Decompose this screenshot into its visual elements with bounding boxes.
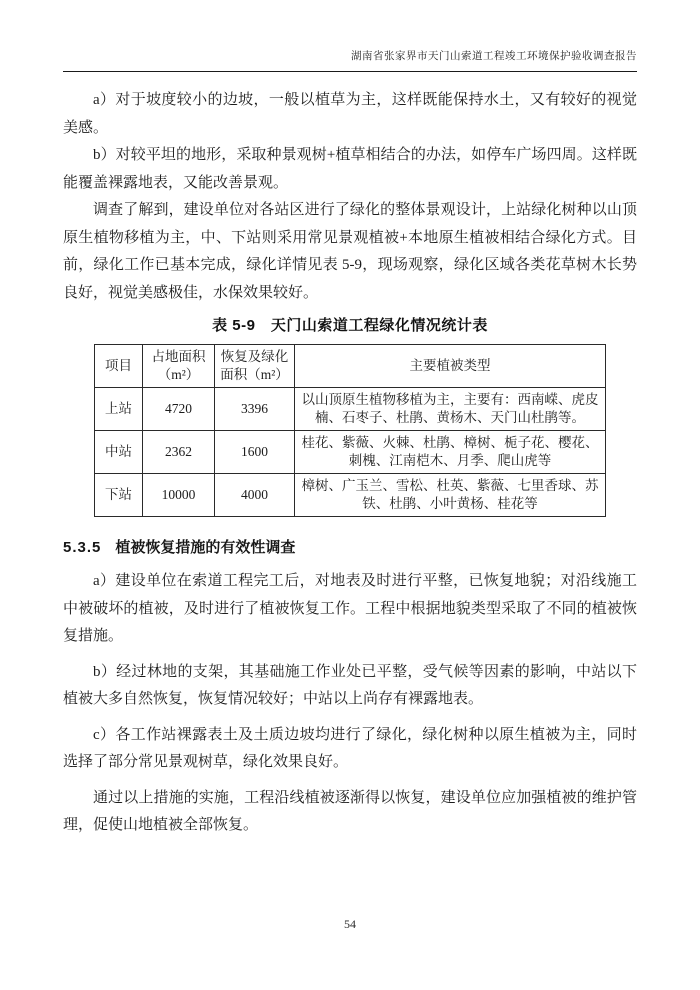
table-row [95, 431, 606, 474]
paragraph-summary: 通过以上措施的实施，工程沿线植被逐渐得以恢复，建设单位应加强植被的维护管理，促使山地植被全部恢复。 [63, 789, 637, 833]
column-header-area: 占地面积（m²） [143, 345, 215, 388]
paragraph-slope-a: a）对于坡度较小的边坡，一般以植草为主，这样既能保持水土，又有较好的视觉美感。 [63, 92, 637, 136]
paragraph-535-b: b）经过林地的支架，其基础施工作业处已平整，受气候等因素的影响，中站以下植被大多自然恢复，恢复情况较好；中站以上尚存有裸露地表。 [63, 663, 637, 707]
table-header-row [95, 345, 606, 388]
table-row [95, 474, 606, 517]
cell-area: 10000 [143, 474, 215, 517]
column-header-item: 项目 [95, 345, 143, 388]
section-heading-535 [63, 536, 637, 560]
cell-restored: 1600 [215, 431, 295, 474]
running-header: 湖南省张家界市天门山索道工程竣工环境保护验收调查报告 [351, 51, 637, 62]
page-number: 54 [344, 917, 356, 931]
cell-restored: 4000 [215, 474, 295, 517]
paragraph-535-a: a）建设单位在索道工程完工后，对地表及时进行平整，已恢复地貌；对沿线施工中被破坏的植被，及时进行了植被恢复工作。工程中根据地貌类型采取了不同的植被恢复措施。 [63, 573, 637, 644]
section-number: 5.3.5 [63, 539, 102, 556]
paragraph-535-c: c）各工作站裸露表土及土质边坡均进行了绿化，绿化树种以原生植被为主，同时选择了部分常见景观树草，绿化效果良好。 [63, 726, 637, 770]
cell-plants: 桂花、紫薇、火棘、杜鹃、樟树、栀子花、樱花、刺槐、江南桤木、月季、爬山虎等 [295, 431, 606, 474]
cell-station: 上站 [95, 388, 143, 431]
paragraph-survey: 调查了解到，建设单位对各站区进行了绿化的整体景观设计，上站绿化树种以山顶原生植物移植为主，中、下站则采用常见景观植被+本地原生植被相结合绿化方式。目前，绿化工作已基本完成，绿化详情见表 5-9，现场观察，绿化区域各类花草树木长势良好，视觉美感极佳，水保效果较好。 [63, 202, 637, 301]
greening-statistics-table [94, 344, 606, 517]
cell-area: 4720 [143, 388, 215, 431]
column-header-restored: 恢复及绿化面积（m²） [215, 345, 295, 388]
page-content [63, 87, 637, 840]
column-header-plants: 主要植被类型 [295, 345, 606, 388]
cell-plants: 樟树、广玉兰、雪松、杜英、紫薇、七里香球、苏铁、杜鹃、小叶黄杨、桂花等 [295, 474, 606, 517]
cell-area: 2362 [143, 431, 215, 474]
cell-plants: 以山顶原生植物移植为主，主要有：西南嵘、虎皮楠、石枣子、杜鹃、黄杨木、天门山杜鹃等。 [295, 388, 606, 431]
cell-station: 下站 [95, 474, 143, 517]
section-title: 植被恢复措施的有效性调查 [115, 539, 296, 556]
table-row [95, 388, 606, 431]
cell-restored: 3396 [215, 388, 295, 431]
table-caption: 表 5-9 天门山索道工程绿化情况统计表 [212, 317, 488, 334]
header-rule [63, 71, 637, 72]
paragraph-flat-b: b）对较平坦的地形，采取种景观树+植草相结合的办法，如停车广场四周。这样既能覆盖裸露地表，又能改善景观。 [63, 147, 637, 191]
cell-station: 中站 [95, 431, 143, 474]
